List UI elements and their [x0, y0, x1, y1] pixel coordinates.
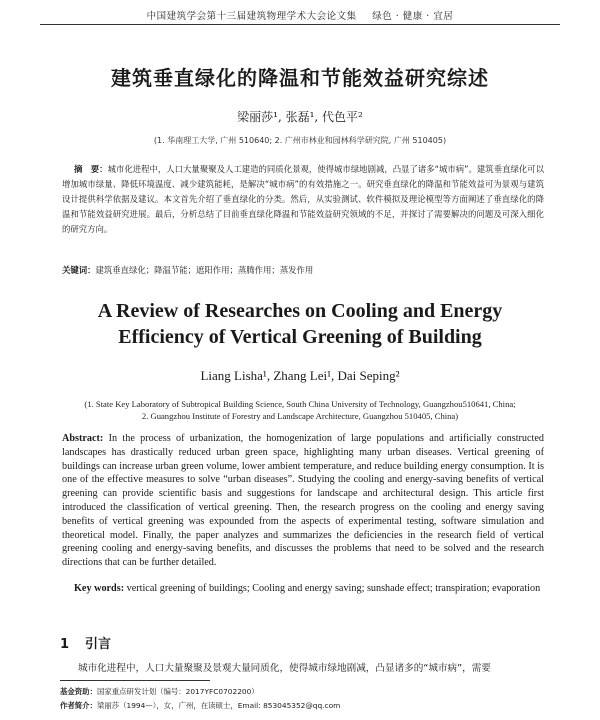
footnote-rule	[60, 680, 210, 681]
conference-theme: 绿色 · 健康 · 宜居	[372, 11, 454, 22]
english-title	[0, 298, 600, 350]
english-abstract-text: In the process of urbanization, the homogenization of large populations and artificially constructed landscapes has drastically reduced urban green space, highlighting many urban diseases. Vertical greening of buildings can increase urban green volume, lower ambient temperature, and reduce building energy consumption. It is one of the effective measures to solve “urban diseases”. Studying the cooling and energy-saving benefits of vertical greening can provide scientific basis and suggestions for landscape and architectural design. This article first introduced the classification of vertical greening. Then, the research progress on the cooling and energy saving benefits of vertical greening was expounded from the aspects of experimental testing, software simulation and theoretical model. Finally, the paper analyzes and summarizes the deficiencies in the research field of vertical greening cooling and energy-saving benefits, and discusses the problems that need to be solved and the research directions that can be further detailed.	[62, 433, 544, 569]
chinese-title: 建筑垂直绿化的降温和节能效益研究综述	[111, 66, 489, 90]
chinese-abstract-text: 城市化进程中，人口大量聚聚及人工建造的同质化景观，使得城市绿地剧减，凸显了诸多“城市病”。建筑垂直绿化可以增加城市绿量、降低环境温度、减少建筑能耗，是解决“城市病”的有效措施之一。研究垂直绿化的降温和节能效益可为景观与建筑设计提供科学依据及建议。本文首先介绍了垂直绿化的分类。然后，从实验测试、软件模拟及理论模型等方面阐述了垂直绿化的降温和节能效益研究进展。最后，分析总结了目前垂直绿化降温和节能效益研究领域的不足，并探讨了需要解决的问题及可深入细化的研究方向。	[62, 164, 544, 234]
section-title: 引言	[85, 637, 112, 652]
chinese-keywords	[62, 264, 544, 276]
english-affiliation-line2: 2. Guangzhou Institute of Forestry and Landscape Architecture, Guangzhou 510405, China)	[141, 411, 459, 421]
chinese-keywords-label: 关键词：	[62, 265, 96, 275]
chinese-affiliation: (1. 华南理工大学, 广州 510640; 2. 广州市林业和园林科学研究院, 广州 510405)	[153, 136, 447, 145]
english-keywords-label: Key words:	[74, 583, 125, 594]
body-paragraph: 城市化进程中，人口大量聚聚及景观大量同质化，使得城市绿地剧减，凸显诸多的“城市病”，需要	[78, 663, 491, 674]
english-affiliation-line1: (1. State Key Laboratory of Subtropical Building Science, South China University of Technology, Guangzhou510641, China;	[84, 399, 516, 409]
footnote-author	[60, 700, 560, 711]
author-bio-text: 梁丽莎（1994—），女，广州，在读硕士，Email: 853045352@qq.com	[96, 701, 341, 710]
chinese-abstract-label: 摘 要：	[74, 164, 108, 174]
footnote-funding	[60, 686, 560, 697]
english-abstract	[62, 432, 544, 570]
section-heading	[60, 633, 111, 652]
chinese-authors: 梁丽莎¹, 张磊¹, 代色平²	[237, 110, 363, 124]
english-title-line1: A Review of Researches on Cooling and Energy	[97, 300, 503, 322]
funding-label: 基金资助：	[60, 687, 97, 696]
english-authors: Liang Lisha¹, Zhang Lei¹, Dai Seping²	[200, 368, 400, 383]
chinese-abstract	[62, 162, 544, 237]
running-head	[0, 8, 600, 22]
section-number: 1	[60, 637, 70, 652]
chinese-keywords-text: 建筑垂直绿化；降温节能；遮阳作用；蒸腾作用；蒸发作用	[95, 265, 314, 275]
english-keywords-text: vertical greening of buildings; Cooling and energy saving; sunshade effect; transpiration; evaporation	[126, 583, 541, 594]
english-abstract-label: Abstract:	[62, 433, 104, 444]
english-affiliation	[40, 398, 560, 422]
english-keywords	[62, 582, 544, 596]
author-bio-label: 作者简介：	[60, 701, 97, 710]
funding-text: 国家重点研发计划（编号：2017YFC0702200）	[96, 687, 259, 696]
header-rule	[40, 24, 560, 25]
journal-name: 中国建筑学会第十三届建筑物理学术大会论文集	[146, 11, 357, 22]
english-title-line2: Efficiency of Vertical Greening of Building	[118, 326, 482, 348]
